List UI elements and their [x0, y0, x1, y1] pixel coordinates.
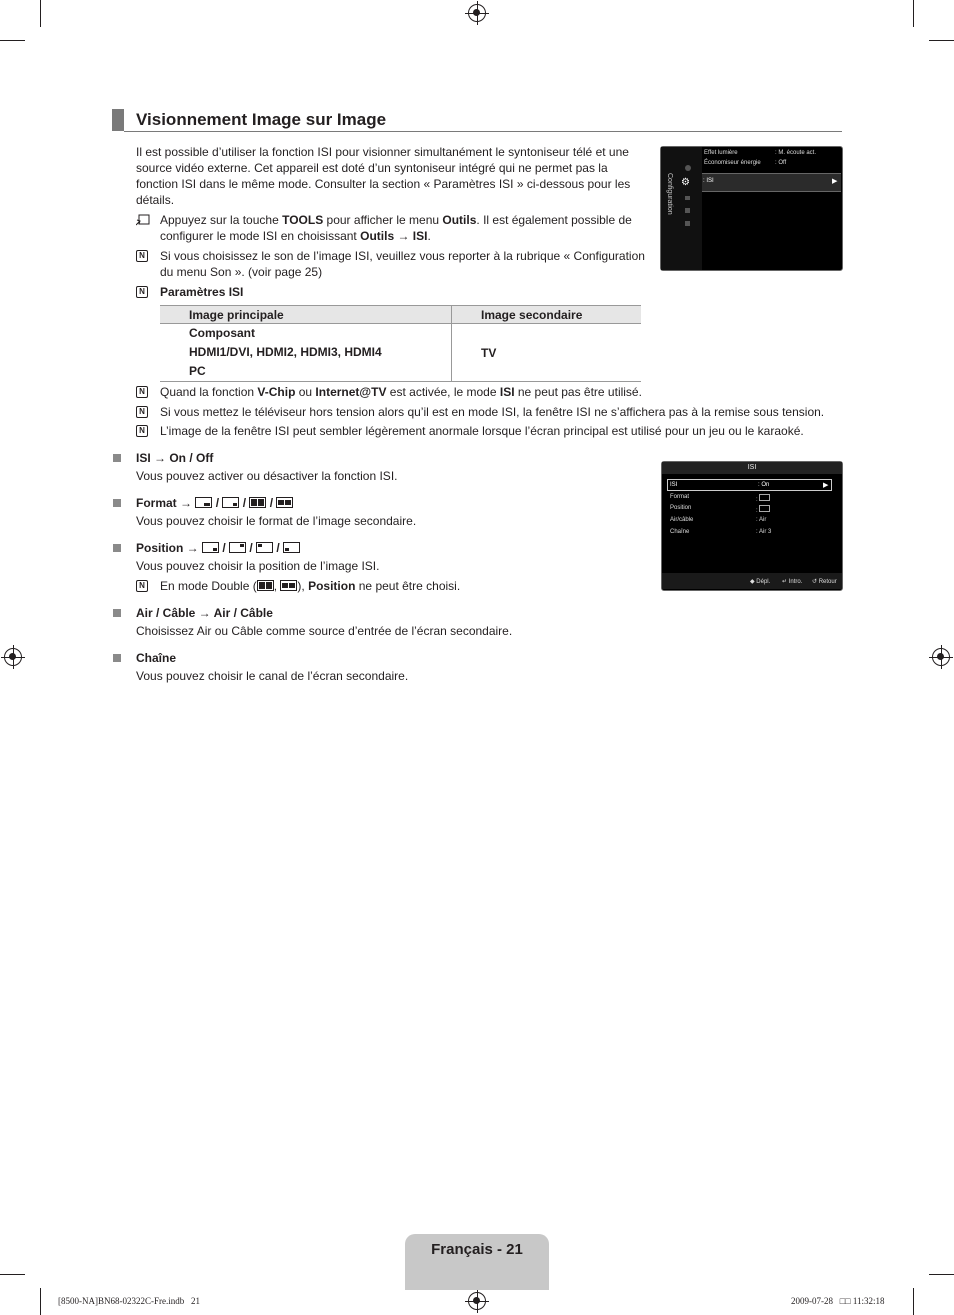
menu-row-label: Chaîne	[670, 529, 690, 535]
return-hint: ↺ Retour	[812, 579, 837, 585]
note-icon: N	[136, 250, 148, 262]
format-double-split-icon	[249, 497, 266, 508]
position-bottom-right-icon	[202, 542, 219, 553]
registration-mark-icon	[932, 648, 950, 666]
gear-icon: ⚙	[681, 177, 690, 188]
format-icon	[759, 494, 770, 501]
item-title-format: Format → / / /	[136, 495, 293, 511]
note-icon: N	[136, 386, 148, 398]
arrow-right-icon: ▶	[823, 482, 829, 489]
bullet-icon	[113, 499, 121, 507]
menu-header: ISI	[662, 462, 842, 474]
crop-mark	[913, 0, 914, 27]
table-header: Image secondaire	[452, 306, 642, 324]
menu-row-value: : Air 3	[756, 529, 772, 535]
registration-mark-icon	[468, 1292, 486, 1310]
note-icon: N	[136, 425, 148, 437]
menu-row-label: Effet lumière	[704, 150, 738, 156]
menu-row-label: Position	[670, 505, 692, 511]
item-title-air-cable: Air / Câble → Air / Câble	[136, 606, 273, 620]
menu-selected-row[interactable]: : ISI ▶	[702, 173, 841, 192]
item-desc-channel: Vous pouvez choisir le canal de l’écran secondaire.	[136, 669, 409, 683]
item-title-isi: ISI → On / Off	[136, 451, 214, 465]
registration-mark-icon	[4, 648, 22, 666]
crop-mark	[0, 40, 25, 41]
item-desc-isi: Vous pouvez activer ou désactiver la fonction ISI.	[136, 469, 398, 483]
note-icon: N	[136, 580, 148, 592]
item-desc-position: Vous pouvez choisir la position de l’image ISI.	[136, 559, 380, 573]
page-title: Visionnement Image sur Image	[136, 110, 387, 129]
position-top-left-icon	[256, 542, 273, 553]
item-title-position: Position → / / /	[136, 540, 300, 556]
arrow-right-icon: ▶	[832, 178, 838, 185]
menu-row-value: : M. écoute act.	[775, 150, 817, 156]
menu-row-label: Air/câble	[670, 517, 694, 523]
bullet-icon	[113, 609, 121, 617]
item-desc-air-cable: Choisissez Air ou Câble comme source d’entrée de l’écran secondaire.	[136, 624, 513, 638]
menu-icon	[685, 221, 690, 226]
format-small-bottom-icon	[195, 497, 212, 508]
format-double-wide-icon	[280, 580, 297, 591]
crop-mark	[0, 1274, 25, 1275]
note-icon: N	[136, 406, 148, 418]
tv-isi-menu-screenshot	[661, 461, 843, 591]
move-hint: ◆ Dépl.	[750, 579, 771, 585]
tools-icon	[136, 214, 148, 226]
bullet-icon	[113, 654, 121, 662]
table-cell: TV	[452, 324, 642, 382]
position-bottom-left-icon	[283, 542, 300, 553]
title-rule	[124, 131, 842, 132]
crop-mark	[913, 1288, 914, 1315]
position-icon	[759, 505, 770, 512]
registration-mark-icon	[468, 4, 486, 22]
bullet-icon	[113, 544, 121, 552]
isi-settings-table	[160, 305, 641, 382]
menu-icon	[685, 196, 690, 200]
print-slug-right: 2009-07-28 □□ 11:32:18	[791, 1296, 885, 1306]
menu-selected-row[interactable]: ISI : On ▶	[667, 479, 832, 491]
menu-row-label: Format	[670, 494, 690, 500]
crop-mark	[40, 0, 41, 27]
menu-row-value: :	[756, 505, 770, 514]
menu-footer	[662, 573, 842, 589]
menu-icon	[685, 208, 690, 213]
item-desc-format: Vous pouvez choisir le format de l’image secondaire.	[136, 514, 417, 528]
crop-mark	[929, 1274, 954, 1275]
intro-paragraph: Il est possible d’utiliser la fonction ISI pour visionner simultanément le syntoniseur télé et une source vidéo externe. Cet appareil est doté d’un syntoniseur intégré qui ne permet pas la fonction ISI dans le même mode. Consulter la section « Paramètres ISI » ci-dessous pour les détails.	[136, 145, 631, 207]
menu-row-value: : Off	[775, 160, 787, 166]
position-top-right-icon	[229, 542, 246, 553]
sidebar-label: Configuration	[666, 173, 673, 215]
table-cell: Composant HDMI1/DVI, HDMI2, HDMI3, HDMI4 PC	[160, 324, 452, 382]
menu-row-value: : Air	[756, 517, 767, 523]
item-title-channel: Chaîne	[136, 651, 177, 665]
format-corner-icon	[222, 497, 239, 508]
menu-row-value: :	[756, 494, 770, 503]
page-number: Français - 21	[431, 1241, 523, 1258]
print-slug-left: [8500-NA]BN68-02322C-Fre.indb 21	[58, 1296, 200, 1306]
format-double-wide-icon	[276, 497, 293, 508]
crop-mark	[929, 40, 954, 41]
note-icon: N	[136, 286, 148, 298]
enter-hint: ↵ Intro.	[782, 579, 803, 585]
bullet-icon	[113, 454, 121, 462]
format-double-split-icon	[257, 580, 274, 591]
menu-row-label: Économiseur énergie	[704, 160, 761, 166]
menu-icon	[685, 165, 691, 171]
tv-setup-menu-screenshot	[660, 146, 843, 271]
table-header: Image principale	[160, 306, 452, 324]
crop-mark	[40, 1288, 41, 1315]
